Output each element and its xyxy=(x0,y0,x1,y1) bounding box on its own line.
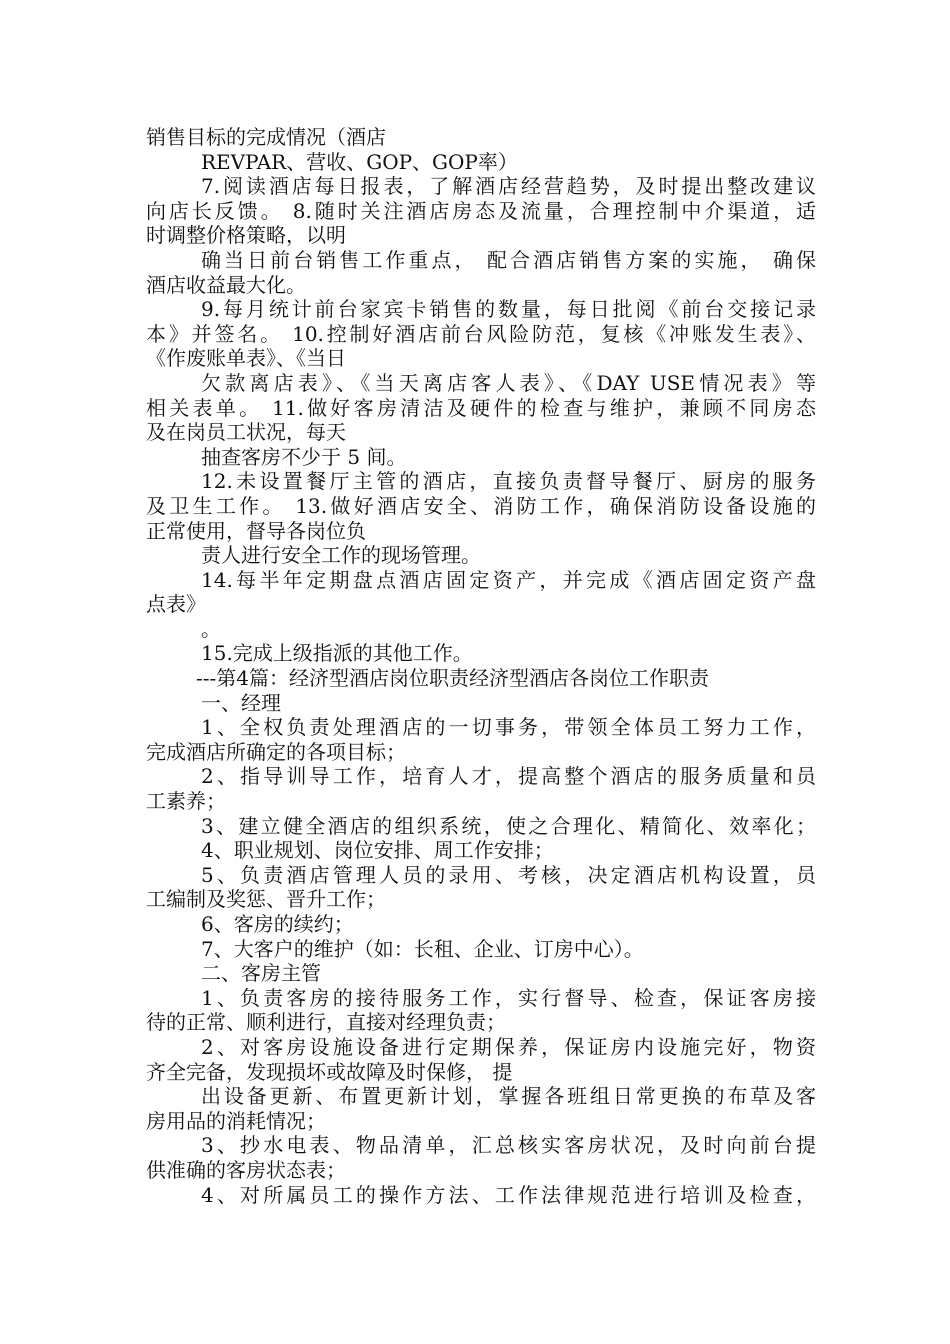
text-line: 1、全权负责处理酒店的一切事务，带领全体员工努力工作， xyxy=(201,715,816,740)
text-line: 3、建立健全酒店的组织系统，使之合理化、精简化、效率化； xyxy=(201,813,816,838)
text-line: 及在岗员工状况，每天 xyxy=(146,420,346,445)
section-heading: 一、经理 xyxy=(201,690,281,715)
text-line: 相关表单。 11.做好客房清洁及硬件的检查与维护，兼顾不同房态 xyxy=(146,395,816,420)
text-line: 4、对所属员工的操作方法、工作法律规范进行培训及检查， xyxy=(201,1182,816,1207)
text-line: 向店长反馈。 8.随时关注酒店房态及流量，合理控制中介渠道，适 xyxy=(146,198,816,223)
text-line: 3、抄水电表、物品清单，汇总核实客房状况，及时向前台提 xyxy=(201,1133,816,1158)
text-line: 确当日前台销售工作重点， 配合酒店销售方案的实施， 确保 xyxy=(201,247,816,272)
text-line: 待的正常、顺利进行，直接对经理负责； xyxy=(146,1010,506,1035)
text-line: 及卫生工作。 13.做好酒店安全、消防工作，确保消防设备设施的 xyxy=(146,493,816,518)
text-line: 销售目标的完成情况（酒店 xyxy=(146,125,386,149)
text-line: 7.阅读酒店每日报表，了解酒店经营趋势，及时提出整改建议 xyxy=(201,174,816,199)
text-line: 点表》 xyxy=(146,592,206,617)
text-line: 工素养； xyxy=(146,789,226,814)
text-line: 时调整价格策略，以明 xyxy=(146,223,346,248)
text-line: 9.每月统计前台家宾卡销售的数量，每日批阅《前台交接记录 xyxy=(201,297,816,322)
text-line: 2、对客房设施设备进行定期保养，保证房内设施完好，物资 xyxy=(201,1034,816,1059)
text-line: 。 xyxy=(201,616,221,641)
text-line: 《作废账单表》、《当日 xyxy=(146,346,346,371)
section-heading: 二、客房主管 xyxy=(201,961,321,986)
text-line: 欠款离店表》、《当天离店客人表》、《DAY USE情况表》等 xyxy=(201,370,816,395)
text-line: 抽查客房不少于 5 间。 xyxy=(201,444,407,469)
text-line: REVPAR、营收、GOP、GOP率） xyxy=(201,149,518,174)
text-line: 7、大客户的维护（如：长租、企业、订房中心）。 xyxy=(201,936,644,961)
text-line: 本》并签名。 10.控制好酒店前台风险防范，复核《冲账发生表》、 xyxy=(146,321,816,346)
text-line: 5、负责酒店管理人员的录用、考核，决定酒店机构设置，员 xyxy=(201,862,816,887)
text-line: 出设备更新、布置更新计划，掌握各班组日常更换的布草及客 xyxy=(201,1084,816,1109)
section-heading: ---第4篇：经济型酒店岗位职责经济型酒店各岗位工作职责 xyxy=(196,666,709,691)
text-line: 酒店收益最大化。 xyxy=(146,272,306,297)
text-line: 1、负责客房的接待服务工作，实行督导、检查，保证客房接 xyxy=(201,985,816,1010)
text-line: 4、职业规划、岗位安排、周工作安排； xyxy=(201,838,554,863)
text-line: 房用品的消耗情况； xyxy=(146,1108,326,1133)
text-line: 完成酒店所确定的各项目标； xyxy=(146,739,406,764)
text-line: 齐全完备，发现损坏或故障及时保修， 提 xyxy=(146,1059,513,1084)
text-line: 正常使用，督导各岗位负 xyxy=(146,518,366,543)
text-line: 供准确的客房状态表； xyxy=(146,1157,346,1182)
document-body xyxy=(146,125,816,1207)
text-line: 15.完成上级指派的其他工作。 xyxy=(201,641,473,666)
text-line: 2、指导训导工作，培育人才，提高整个酒店的服务质量和员 xyxy=(201,764,816,789)
text-line: 12.未设置餐厅主管的酒店，直接负责督导餐厅、厨房的服务 xyxy=(201,469,816,494)
text-line: 6、客房的续约； xyxy=(201,912,354,936)
text-line: 责人进行安全工作的现场管理。 xyxy=(201,543,481,568)
text-line: 14.每半年定期盘点酒店固定资产，并完成《酒店固定资产盘 xyxy=(201,567,816,592)
text-line: 工编制及奖惩、晋升工作； xyxy=(146,887,386,912)
